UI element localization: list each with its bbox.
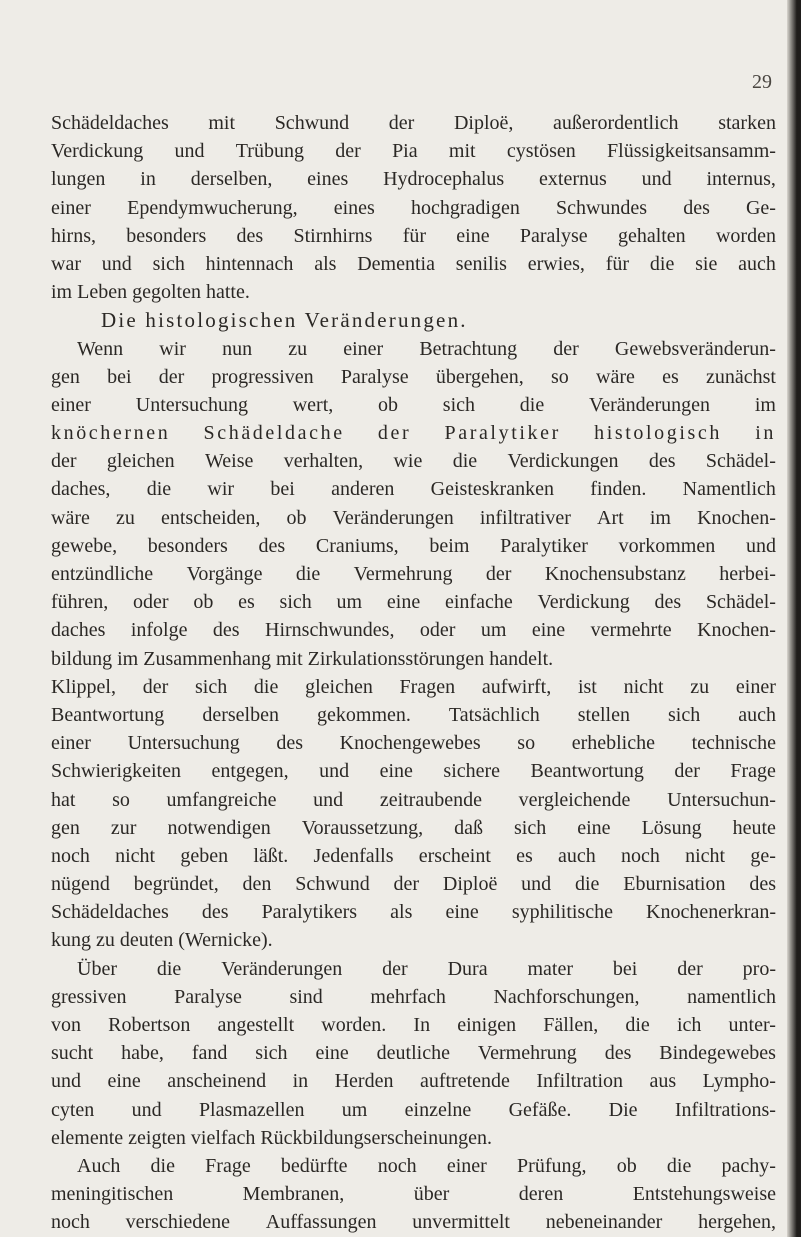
- text-line: Auch die Frage bedürfte noch einer Prüfung, ob die pachy-: [77, 1154, 776, 1177]
- text-line: elemente zeigten vielfach Rückbildungserscheinungen.: [51, 1126, 492, 1149]
- text-line: Schwierigkeiten entgegen, und eine sichere Beantwortung der Frage: [51, 760, 776, 783]
- text-line: gen zur notwendigen Voraussetzung, daß sich eine Lösung heute: [51, 816, 776, 839]
- text-line: im Leben gegolten hatte.: [51, 281, 250, 304]
- text-line: einer Ependymwucherung, eines hochgradigen Schwundes des Ge-: [51, 196, 776, 219]
- text-line: Verdickung und Trübung der Pia mit cystösen Flüssigkeitsansamm-: [51, 140, 776, 163]
- text-line: gen bei der progressiven Paralyse übergehen, so wäre es zunächst: [51, 365, 776, 388]
- page-number: 29: [752, 71, 772, 93]
- text-line: bildung im Zusammenhang mit Zirkulationsstörungen handelt.: [51, 647, 554, 670]
- text-line: entzündliche Vorgänge die Vermehrung der Knochensubstanz herbei-: [51, 563, 776, 585]
- text-line: cyten und Plasmazellen um einzelne Gefäße. Die Infiltrations-: [51, 1098, 776, 1121]
- page-edge: [787, 0, 801, 1237]
- text-line: daches infolge des Hirnschwundes, oder um eine vermehrte Knochen-: [51, 619, 776, 642]
- text-line: Wenn wir nun zu einer Betrachtung der Gewebsveränderun-: [77, 337, 776, 360]
- text-line: von Robertson angestellt worden. In einigen Fällen, die ich unter-: [51, 1014, 776, 1036]
- text-line: knöchernen Schädeldache der Paralytiker histologisch in: [51, 422, 776, 445]
- text-line: nügend begründet, den Schwund der Diploë und die Eburnisation des: [51, 873, 776, 896]
- text-line: hirns, besonders des Stirnhirns für eine Paralyse gehalten worden: [51, 224, 776, 247]
- text-line: hat so umfangreiche und zeitraubende vergleichende Untersuchun-: [51, 788, 776, 811]
- text-line: führen, oder ob es sich um eine einfache Verdickung des Schädel-: [51, 591, 776, 614]
- text-line: Schädeldaches des Paralytikers als eine syphilitische Knochenerkran-: [51, 901, 776, 924]
- text-line: Klippel, der sich die gleichen Fragen aufwirft, ist nicht zu einer: [51, 675, 776, 698]
- text-line: der gleichen Weise verhalten, wie die Verdickungen des Schädel-: [51, 450, 776, 473]
- text-line: Schädeldaches mit Schwund der Diploë, außerordentlich starken: [51, 112, 776, 134]
- text-line: wäre zu entscheiden, ob Veränderungen infiltrativer Art im Knochen-: [51, 506, 776, 529]
- text-line: war und sich hintennach als Dementia senilis erwies, für die sie auch: [51, 252, 776, 275]
- text-line: gewebe, besonders des Craniums, beim Paralytiker vorkommen und: [51, 534, 776, 557]
- text-line: einer Untersuchung wert, ob sich die Veränderungen im: [51, 393, 776, 416]
- text-line: daches, die wir bei anderen Geisteskranken finden. Namentlich: [51, 478, 776, 501]
- text-line: noch verschiedene Auffassungen unvermittelt nebeneinander hergehen,: [51, 1211, 776, 1234]
- text-line: Über die Veränderungen der Dura mater bei der pro-: [77, 957, 776, 980]
- text-line: noch nicht geben läßt. Jedenfalls erscheint es auch noch nicht ge-: [51, 844, 776, 867]
- text-line: einer Untersuchung des Knochengewebes so erhebliche technische: [51, 732, 776, 755]
- text-line: lungen in derselben, eines Hydrocephalus externus und internus,: [51, 168, 776, 191]
- section-heading: Die histologischen Veränderungen.: [101, 308, 468, 333]
- text-line: und eine anscheinend in Herden auftretende Infiltration aus Lympho-: [51, 1070, 776, 1093]
- text-line: sucht habe, fand sich eine deutliche Vermehrung des Bindegewebes: [51, 1042, 776, 1065]
- text-line: kung zu deuten (Wernicke).: [51, 929, 273, 952]
- text-line: Beantwortung derselben gekommen. Tatsächlich stellen sich auch: [51, 703, 776, 726]
- text-line: gressiven Paralyse sind mehrfach Nachforschungen, namentlich: [51, 985, 776, 1008]
- body-text: [51, 109, 776, 1237]
- text-line: meningitischen Membranen, über deren Entstehungsweise: [51, 1183, 776, 1206]
